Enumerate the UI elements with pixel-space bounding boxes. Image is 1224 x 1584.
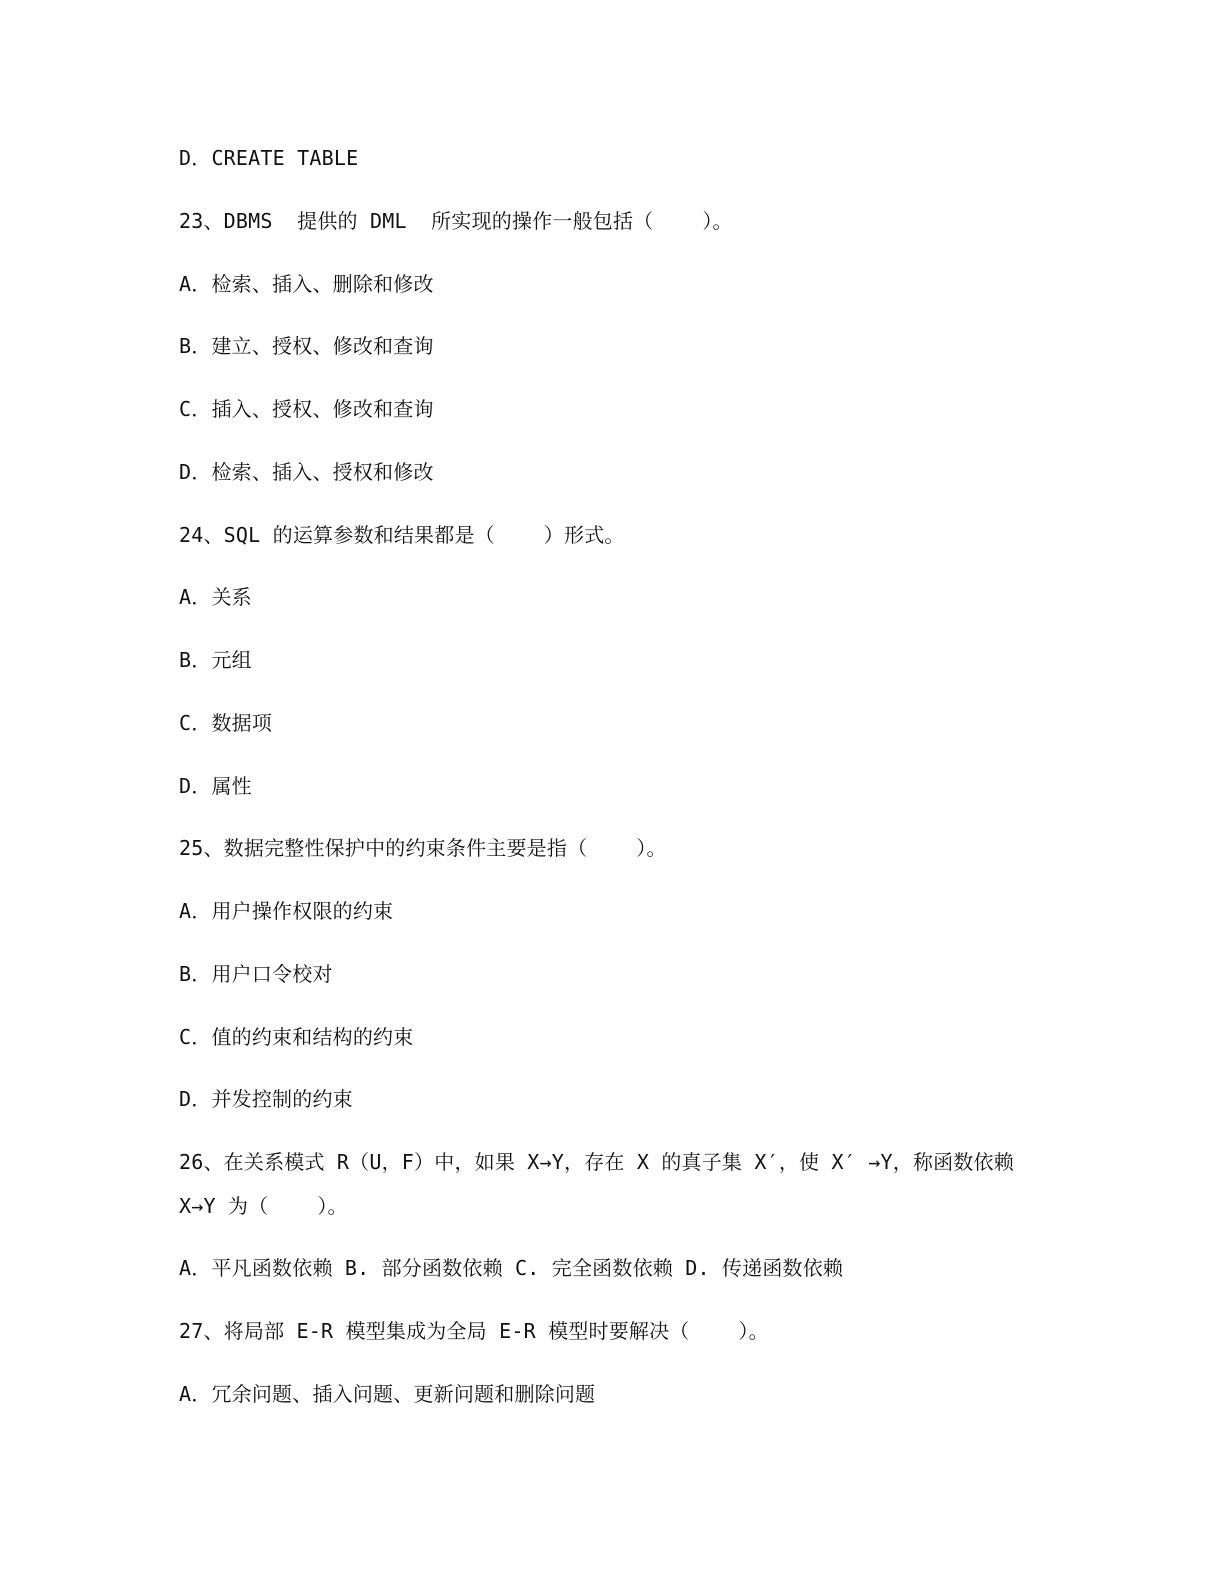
option-a-q24: A．关系 — [179, 585, 252, 609]
option-d-q23: D．检索、插入、授权和修改 — [179, 460, 434, 484]
question-25: 25、数据完整性保护中的约束条件主要是指（ ）。 — [179, 836, 667, 860]
option-b-q24: B．元组 — [179, 648, 252, 672]
question-23: 23、DBMS 提供的 DML 所实现的操作一般包括（ ）。 — [179, 209, 733, 233]
option-b-q25: B．用户口令校对 — [179, 962, 333, 986]
options-q26: A．平凡函数依赖 B. 部分函数依赖 C. 完全函数依赖 D. 传递函数依赖 — [179, 1256, 844, 1280]
option-d-q25: D．并发控制的约束 — [179, 1087, 353, 1111]
option-d-q24: D．属性 — [179, 774, 252, 798]
option-a-q27: A．冗余问题、插入问题、更新问题和删除问题 — [179, 1382, 596, 1406]
option-d-q22: D．CREATE TABLE — [179, 146, 359, 170]
option-c-q23: C．插入、授权、修改和查询 — [179, 397, 434, 421]
question-26-line-1: 26、在关系模式 R（U，F）中，如果 X→Y，存在 X 的真子集 X′，使 X′ →Y，称函数依赖 — [179, 1150, 1014, 1174]
option-a-q23: A．检索、插入、删除和修改 — [179, 272, 434, 296]
question-24: 24、SQL 的运算参数和结果都是（ ）形式。 — [179, 523, 625, 547]
option-b-q23: B．建立、授权、修改和查询 — [179, 334, 434, 358]
question-26-line-2: X→Y 为（ ）。 — [179, 1194, 348, 1218]
option-c-q24: C．数据项 — [179, 711, 273, 735]
option-a-q25: A．用户操作权限的约束 — [179, 899, 394, 923]
option-c-q25: C．值的约束和结构的约束 — [179, 1025, 414, 1049]
question-27: 27、将局部 E-R 模型集成为全局 E-R 模型时要解决（ ）。 — [179, 1319, 769, 1343]
